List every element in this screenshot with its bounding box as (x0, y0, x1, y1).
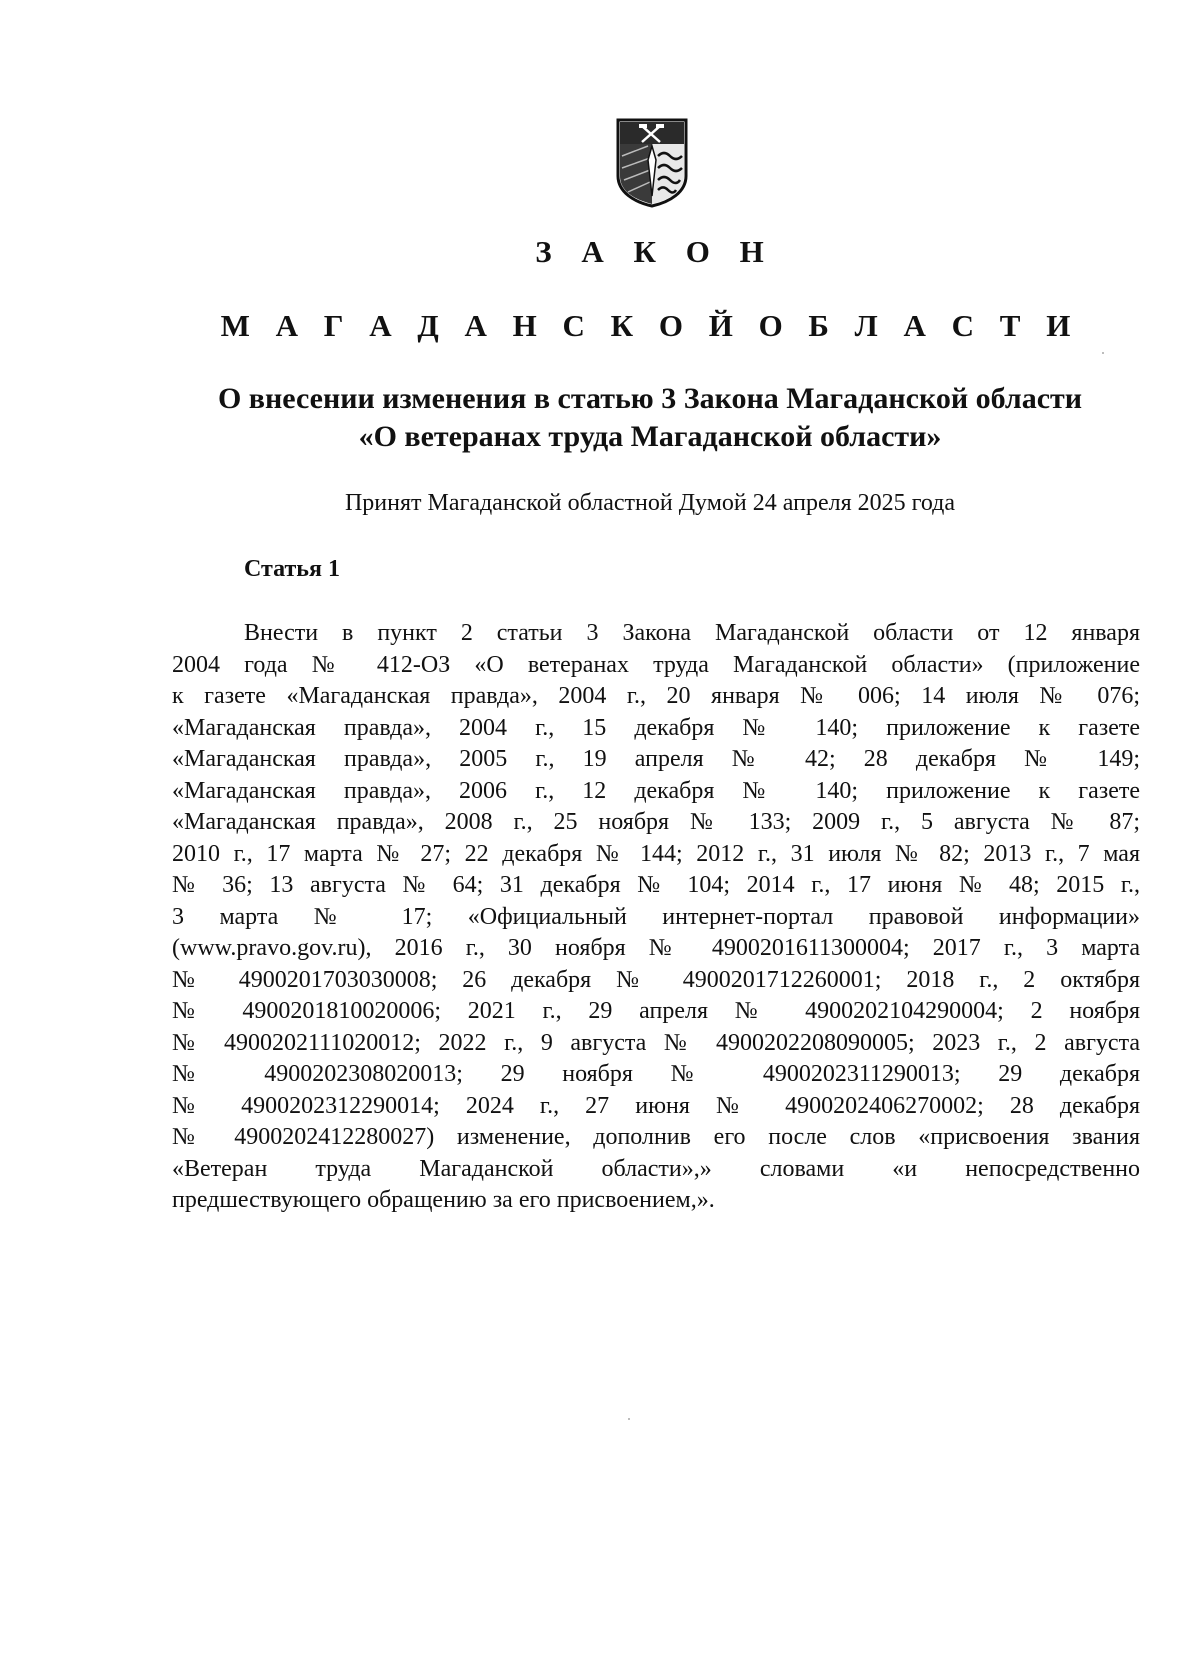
article-body (172, 618, 1140, 1217)
scan-speck (1102, 352, 1104, 354)
article-line: № 4900202111020012; 2022 г., 9 августа № 4900202208090005; 2023 г., 2 августа (172, 1029, 1140, 1056)
article-line: предшествующего обращению за его присвоением,». (172, 1187, 715, 1213)
article-line: № 4900201810020006; 2021 г., 29 апреля № 4900202104290004; 2 ноября (172, 998, 1140, 1024)
law-subtitle (150, 380, 1150, 456)
region-title: М А Г А Д А Н С К О Й О Б Л А С Т И (220, 308, 1080, 343)
article-line: «Магаданская правда», 2005 г., 19 апреля № 42; 28 декабря № 149; (172, 746, 1140, 772)
article-line: 2004 года № 412-ОЗ «О ветеранах труда Магаданской области» (приложение (172, 651, 1140, 678)
article-line: 3 марта № 17; «Официальный интернет-портал правовой информации» (172, 903, 1140, 930)
coat-of-arms-icon (612, 116, 692, 208)
article-line: «Ветеран труда Магаданской области»,» словами «и непосредственно (172, 1155, 1140, 1182)
article-line: «Магаданская правда», 2004 г., 15 декабря № 140; приложение к газете (172, 714, 1140, 741)
scan-speck (628, 1418, 630, 1420)
article-line: № 36; 13 августа № 64; 31 декабря № 104; 2014 г., 17 июня № 48; 2015 г., (172, 872, 1140, 898)
subtitle-line: О внесении изменения в статью 3 Закона Магаданской области (217, 382, 1083, 415)
article-line: № 4900201703030008; 26 декабря № 4900201712260001; 2018 г., 2 октября (172, 966, 1140, 993)
article-line: «Магаданская правда», 2008 г., 25 ноября № 133; 2009 г., 5 августа № 87; (172, 809, 1140, 835)
adoption-note: Принят Магаданской областной Думой 24 апреля 2025 года (344, 490, 956, 516)
article-line: «Магаданская правда», 2006 г., 12 декабря № 140; приложение к газете (172, 777, 1140, 804)
subtitle-line: «О ветеранах труда Магаданской области» (358, 420, 942, 453)
article-line: 2010 г., 17 марта № 27; 22 декабря № 144; 2012 г., 31 июля № 82; 2013 г., 7 мая (172, 840, 1140, 867)
article-heading: Статья 1 (244, 556, 340, 582)
article-line: № 4900202412280027) изменение, дополнив его после слов «присвоения звания (172, 1124, 1140, 1150)
article-line: Внести в пункт 2 статьи 3 Закона Магаданской области от 12 января (244, 620, 1140, 646)
article-line: № 4900202312290014; 2024 г., 27 июня № 4900202406270002; 28 декабря (172, 1092, 1140, 1119)
article-line: № 4900202308020013; 29 ноября № 4900202311290013; 29 декабря (172, 1061, 1140, 1087)
article-line: (www.pravo.gov.ru), 2016 г., 30 ноября № 4900201611300004; 2017 г., 3 марта (172, 935, 1140, 961)
law-title: З А К О Н (535, 234, 775, 269)
article-line: к газете «Магаданская правда», 2004 г., 20 января № 006; 14 июля № 076; (172, 683, 1140, 709)
